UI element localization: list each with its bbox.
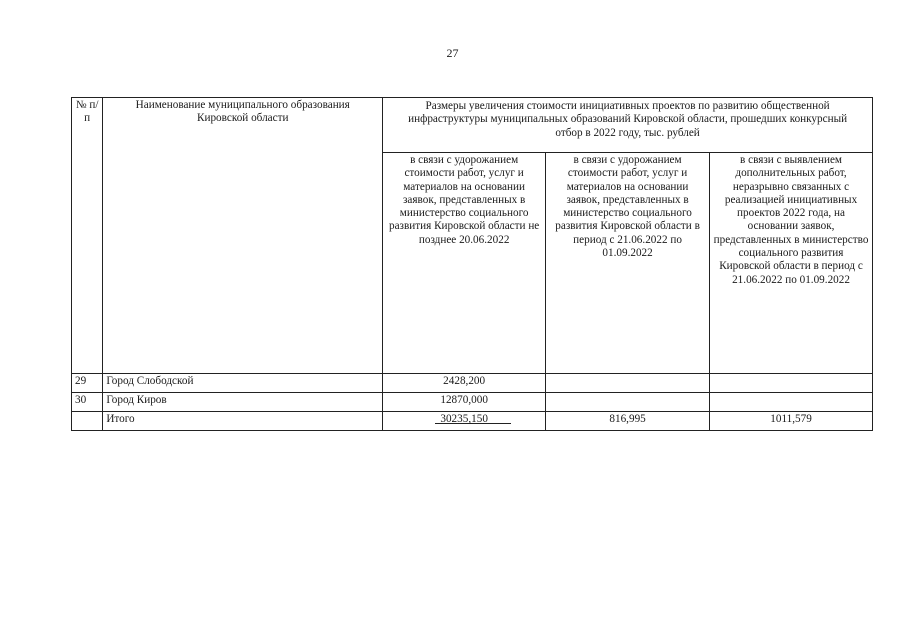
header-col-b: в связи с удорожанием стоимости работ, услуг и материалов на основании заявок, представленных в министерство социального развития Кировской области в период с 21.06.2022 по 01.09.2022 [546, 153, 710, 374]
page-number: 27 [446, 46, 459, 60]
table-row [72, 374, 873, 393]
end-of-document-line [435, 423, 511, 424]
row-num: 30 [72, 393, 103, 412]
header-group: Размеры увеличения стоимости инициативных проектов по развитию общественной инфраструктуры муниципальных образований Кировской области, прошедших конкурсный отбор в 2022 году, тыс. рублей [383, 98, 873, 153]
table-header-row [72, 98, 873, 153]
row-value-a: 2428,200 [383, 374, 546, 393]
row-num: 29 [72, 374, 103, 393]
total-value-c: 1011,579 [710, 412, 873, 431]
row-value-c [710, 374, 873, 393]
row-name: Итого [103, 412, 383, 431]
cost-increase-table [71, 97, 873, 431]
header-num: № п/п [72, 98, 103, 374]
header-municipality: Наименование муниципального образования Кировской области [103, 98, 383, 374]
row-value-c [710, 393, 873, 412]
row-value-b [546, 393, 710, 412]
header-col-a: в связи с удорожанием стоимости работ, услуг и материалов на основании заявок, представленных в министерство социального развития Кировской области не позднее 20.06.2022 [383, 153, 546, 374]
table-row [72, 393, 873, 412]
header-col-c: в связи с выявлением дополнительных работ, неразрывно связанных с реализацией инициативных проектов 2022 года, на основании заявок, представленных в министерство социального развития Кировской области в период с 21.06.2022 по 01.09.2022 [710, 153, 873, 374]
row-name: Город Киров [103, 393, 383, 412]
total-value-b: 816,995 [546, 412, 710, 431]
row-num [72, 412, 103, 431]
total-value-a: 30235,150 [383, 412, 546, 431]
row-value-a: 12870,000 [383, 393, 546, 412]
row-name: Город Слободской [103, 374, 383, 393]
row-value-b [546, 374, 710, 393]
table-total-row [72, 412, 873, 431]
